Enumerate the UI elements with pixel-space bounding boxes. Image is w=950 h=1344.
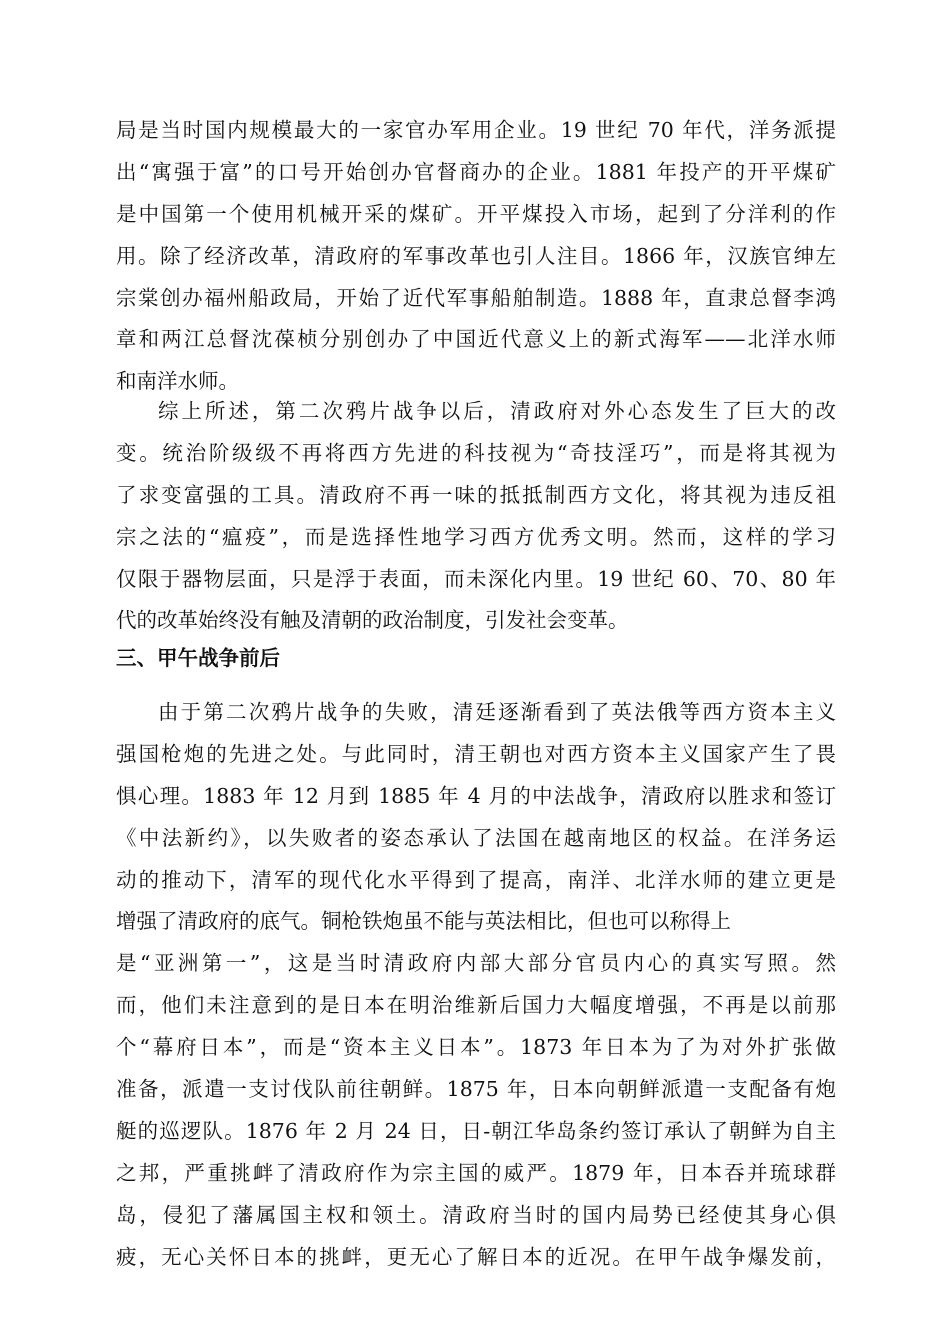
text-line: 岛，侵犯了藩属国主权和领土。清政府当时的国内局势已经使其身心俱 [116,1202,836,1227]
text-line: 出“寓强于富”的口号开始创办官督商办的企业。1881 年投产的开平煤矿 [116,159,836,184]
text-line: 惧心理。1883 年 12 月到 1885 年 4 月的中法战争，清政府以胜求和签订 [116,783,836,808]
text-line: 章和两江总督沈葆桢分别创办了中国近代意义上的新式海军——北洋水师 [116,327,836,352]
text-line: 《中法新约》，以失败者的姿态承认了法国在越南地区的权益。在洋务运 [116,825,836,850]
text-line: 增强了清政府的底气。铜枪铁炮虽不能与英法相比，但也可以称得上 [116,909,731,934]
text-line: 强国枪炮的先进之处。与此同时，清王朝也对西方资本主义国家产生了畏 [116,741,836,766]
text-line: 是中国第一个使用机械开采的煤矿。开平煤投入市场，起到了分洋利的作 [116,201,836,226]
text-line: 艇的巡逻队。1876 年 2 月 24 日，日-朝江华岛条约签订承认了朝鲜为自主 [116,1118,836,1143]
text-line: 准备，派遣一支讨伐队前往朝鲜。1875 年，日本向朝鲜派遣一支配备有炮 [116,1077,836,1102]
text-line: 而，他们未注意到的是日本在明治维新后国力大幅度增强，不再是以前那 [116,993,836,1018]
text-line: 和南洋水师。 [116,369,239,394]
text-line: 宗之法的“瘟疫”，而是选择性地学习西方优秀文明。然而，这样的学习 [116,524,836,549]
text-line: 变。统治阶级级不再将西方先进的科技视为“奇技淫巧”，而是将其视为 [116,440,836,465]
text-line: 动的推动下，清军的现代化水平得到了提高，南洋、北洋水师的建立更是 [116,867,836,892]
text-line: 个“幕府日本”，而是“资本主义日本”。1873 年日本为了为对外扩张做 [116,1035,836,1060]
text-line: 之邦，严重挑衅了清政府作为宗主国的威严。1879 年，日本吞并琉球群 [116,1160,836,1185]
text-line: 是“亚洲第一”，这是当时清政府内部大部分官员内心的真实写照。然 [116,951,836,976]
text-line: 综上所述，第二次鸦片战争以后，清政府对外心态发生了巨大的改 [158,399,836,423]
text-line: 疲，无心关怀日本的挑衅，更无心了解日本的近况。在甲午战争爆发前， [116,1244,836,1269]
text-line: 局是当时国内规模最大的一家官办军用企业。19 世纪 70 年代，洋务派提 [116,118,836,142]
section-heading-text: 三、甲午战争前后 [116,646,280,670]
paragraph-summary [116,391,836,642]
text-line: 由于第二次鸦片战争的失败，清廷逐渐看到了英法俄等西方资本主义 [158,700,836,724]
text-line: 用。除了经济改革，清政府的军事改革也引人注目。1866 年，汉族官绅左 [116,243,836,268]
text-line: 了求变富强的工具。清政府不再一味的抵抵制西方文化，将其视为违反祖 [116,482,836,507]
text-line: 代的改革始终没有触及清朝的政治制度，引发社会变革。 [116,608,629,633]
paragraph-sino-japanese-war [116,692,836,1278]
text-line: 宗棠创办福州船政局，开始了近代军事船舶制造。1888 年，直隶总督李鸿 [116,285,836,310]
section-heading [116,638,836,680]
paragraph-yangwu-enterprises [116,110,836,403]
text-line: 仅限于器物层面，只是浮于表面，而未深化内里。19 世纪 60、70、80 年 [116,566,836,591]
